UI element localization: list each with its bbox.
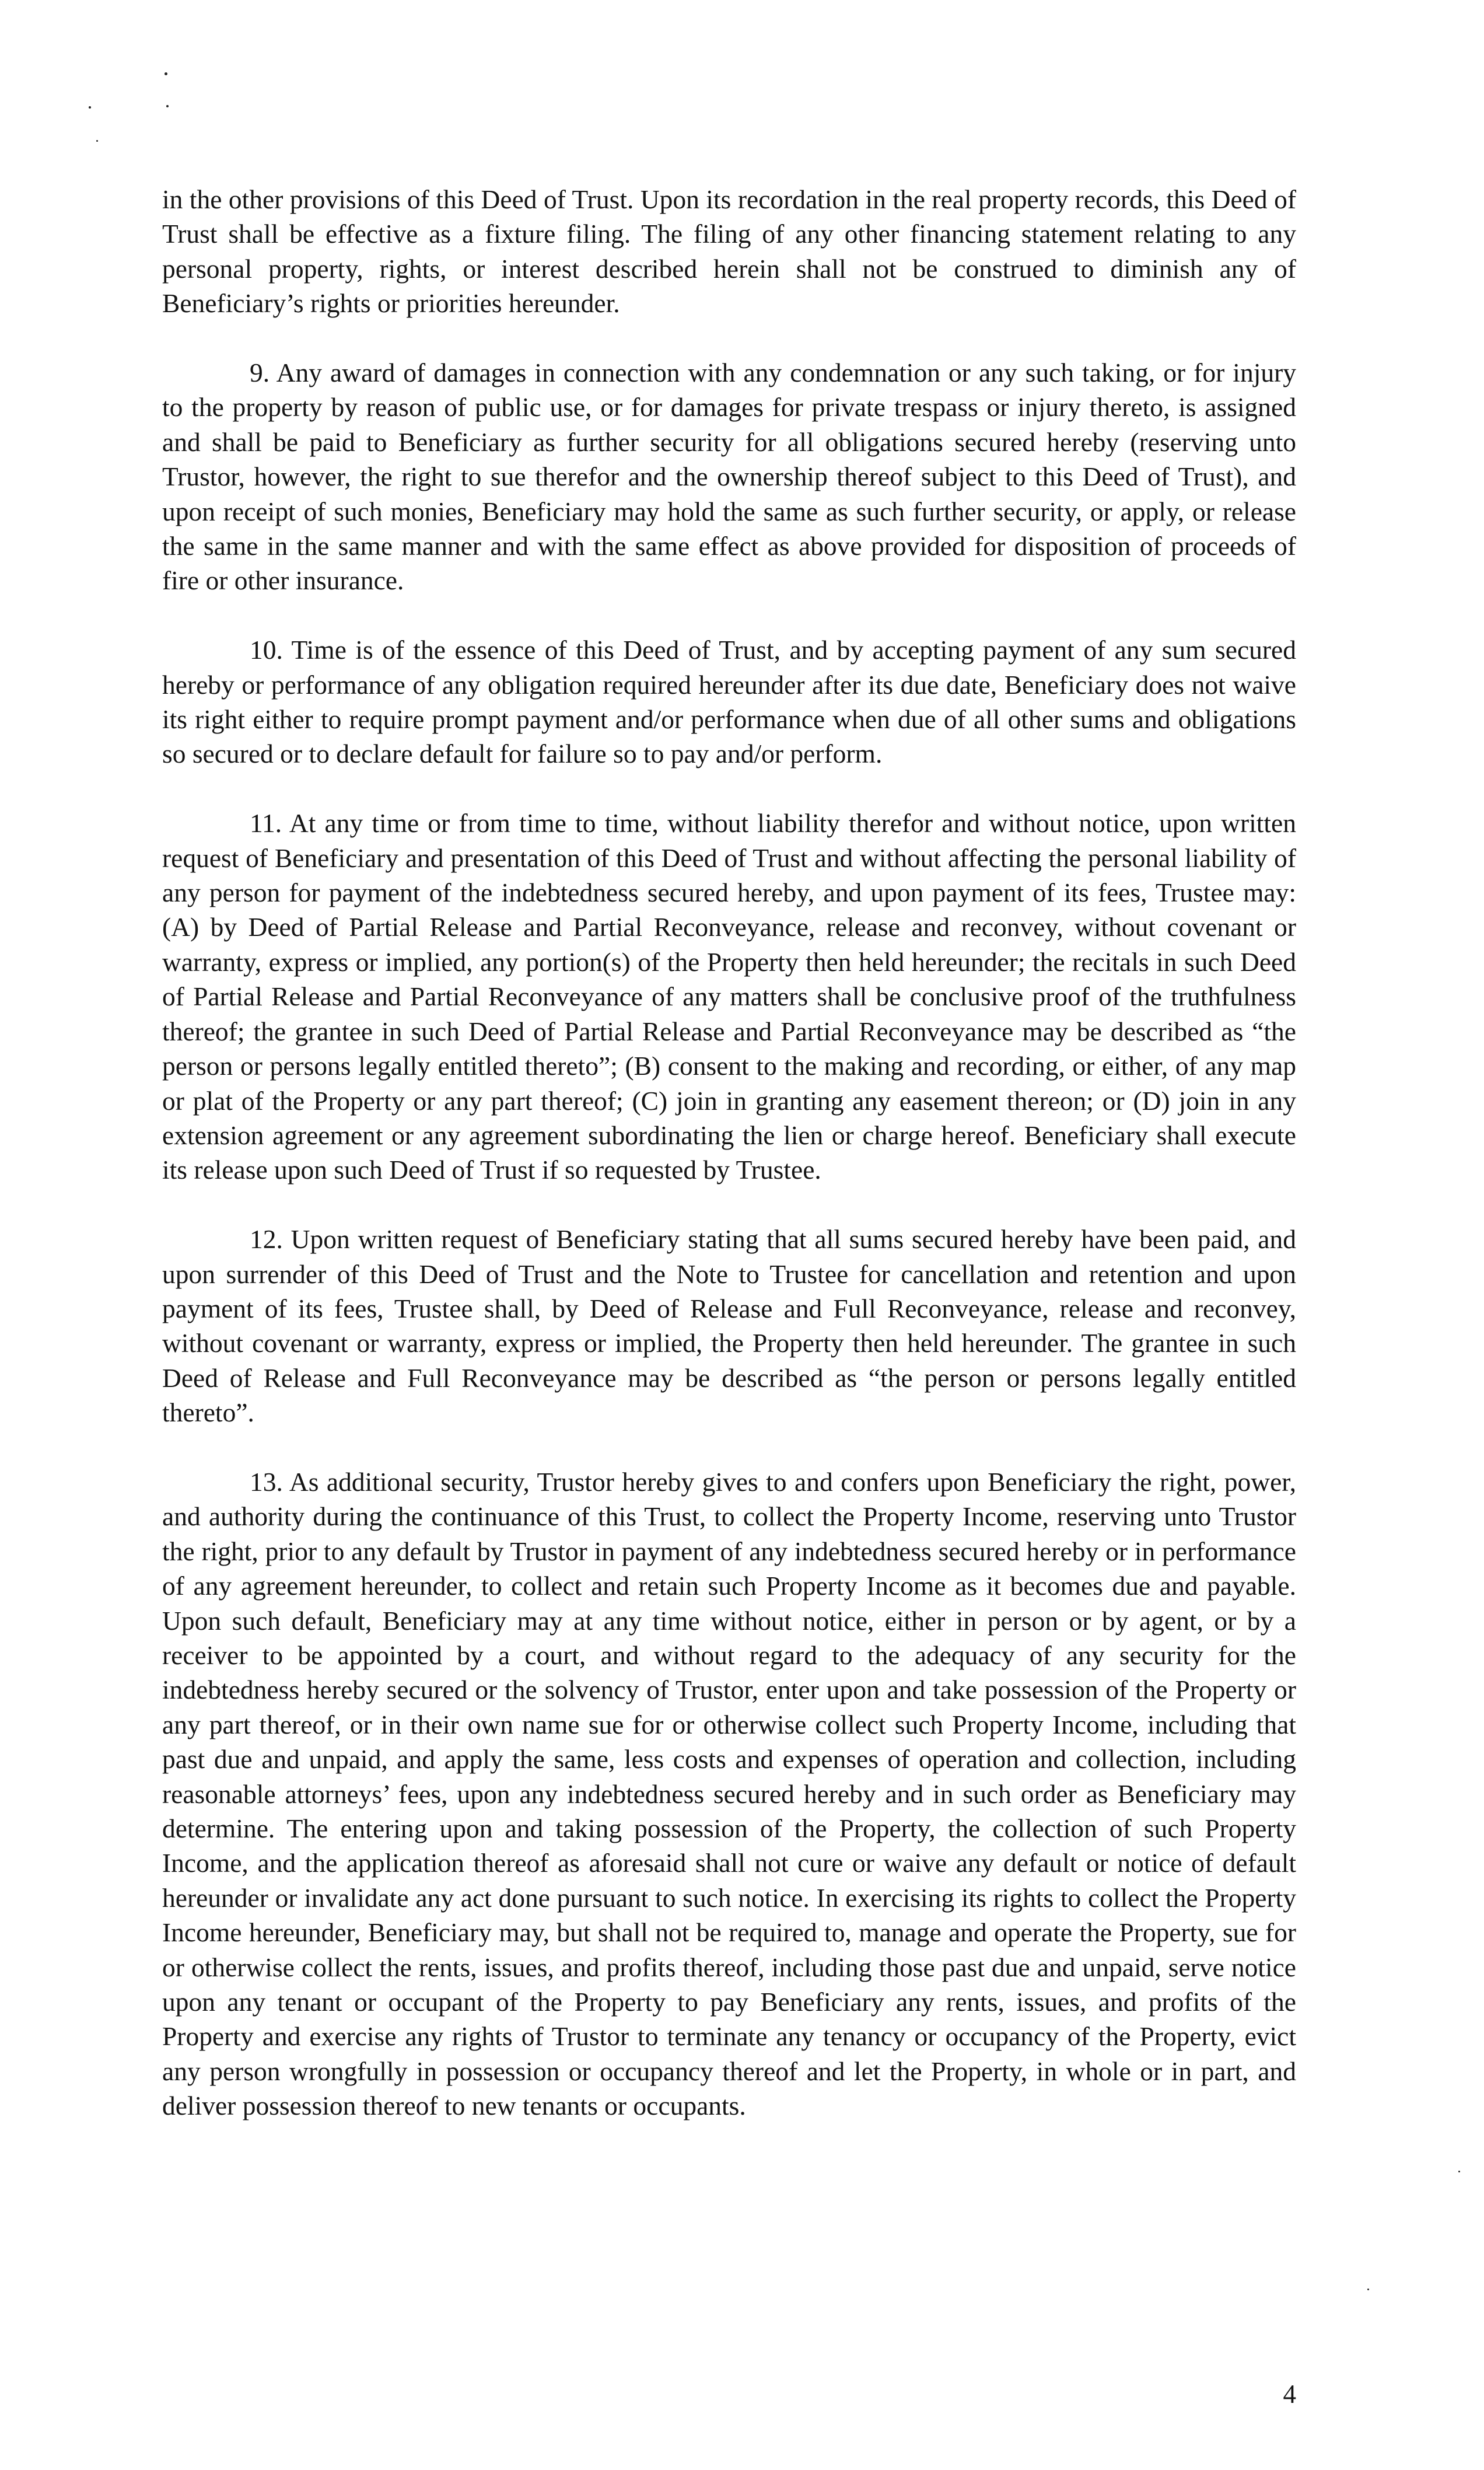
paragraph-13: 13. As additional security, Trustor hereby gives to and confers upon Beneficiary the right, power, and authority during the continuance of this Trust, to collect the Property Income, reserving unto Trustor the right, prior to any default by Trustor in payment of any indebtedness secured hereby or in performance of any agreement hereunder, to collect and retain such Property Income as it becomes due and payable. Upon such default, Beneficiary may at any time without notice, either in person or by agent, or by a receiver to be appointed by a court, and without regard to the adequacy of any security for the indebtedness hereby secured or the solvency of Trustor, enter upon and take possession of the Property or any part thereof, or in their own name sue for or otherwise collect such Property Income, including that past due and unpaid, and apply the same, less costs and expenses of operation and collection, including reasonable attorneys’ fees, upon any indebtedness secured hereby and in such order as Beneficiary may determine. The entering upon and taking possession of the Property, the collection of such Property Income, and the application thereof as aforesaid shall not cure or waive any default or notice of default hereunder or invalidate any act done pursuant to such notice. In exercising its rights to collect the Property Income hereunder, Beneficiary may, but shall not be required to, manage and operate the Property, sue for or otherwise collect the rents, issues, and profits thereof, including those past due and unpaid, serve notice upon any tenant or occupant of the Property to pay Beneficiary any rents, issues, and profits of the Property and exercise any rights of Trustor to terminate any tenancy or occupancy of the Property, evict any person wrongfully in possession or occupancy thereof and let the Property, in whole or in part, and deliver possession thereof to new tenants or occupants.: [162, 1466, 1296, 2121]
paragraph-9: 9. Any award of damages in connection with any condemnation or any such taking, or for injury to the property by reason of public use, or for damages for private trespass or injury thereto, is assigned and shall be paid to Beneficiary as further security for all obligations secured hereby (reserving unto Trustor, however, the right to sue therefor and the ownership thereof subject to this Deed of Trust), and upon receipt of such monies, Beneficiary may hold the same as such further security, or apply, or release the same in the same manner and with the same effect as above provided for disposition of proceeds of fire or other insurance.: [162, 358, 1296, 596]
scan-speck: [1458, 2171, 1460, 2172]
scan-speck: [164, 72, 167, 75]
paragraph-12: 12. Upon written request of Beneficiary stating that all sums secured hereby have been paid, and upon surrender of this Deed of Trust and the Note to Trustee for cancellation and retention and upon payment of its fees, Trustee shall, by Deed of Release and Full Reconveyance, release and reconvey, without covenant or warranty, express or implied, the Property then held hereunder. The grantee in such Deed of Release and Full Reconveyance may be described as “the person or persons legally entitled thereto”.: [162, 1224, 1296, 1428]
page-number: 4: [1283, 2380, 1296, 2409]
paragraph-11: 11. At any time or from time to time, without liability therefor and without notice, upon written request of Beneficiary and presentation of this Deed of Trust and without affecting the personal liability of any person for payment of the indebtedness secured hereby, and upon payment of its fees, Trustee may: (A) by Deed of Partial Release and Partial Reconveyance, release and reconvey, without covenant or warranty, express or implied, any portion(s) of the Property then held hereunder; the recitals in such Deed of Partial Release and Partial Reconveyance of any matters shall be conclusive proof of the truthfulness thereof; the grantee in such Deed of Partial Release and Partial Reconveyance may be described as “the person or persons legally entitled thereto”; (B) consent to the making and recording, or either, of any map or plat of the Property or any part thereof; (C) join in granting any easement thereon; or (D) join in any extension agreement or any agreement subordinating the lien or charge hereof. Beneficiary shall execute its release upon such Deed of Trust if so requested by Trustee.: [162, 808, 1296, 1185]
scan-speck: [96, 140, 98, 142]
scan-speck: [1367, 2289, 1369, 2290]
scan-speck: [166, 105, 169, 107]
scan-speck: [89, 106, 91, 109]
paragraph-10: 10. Time is of the essence of this Deed of Trust, and by accepting payment of any sum secured hereby or performance of any obligation required hereunder after its due date, Beneficiary does not waive its right either to require prompt payment and/or performance when due of all other sums and obligations so secured or to declare default for failure so to pay and/or perform.: [162, 635, 1296, 769]
paragraph-continuation: in the other provisions of this Deed of Trust. Upon its recordation in the real property records, this Deed of Trust shall be effective as a fixture filing. The filing of any other financing statement relating to any personal property, rights, or interest described herein shall not be construed to diminish any of Beneficiary’s rights or priorities hereunder.: [162, 184, 1296, 319]
document-body: [162, 182, 1296, 2123]
